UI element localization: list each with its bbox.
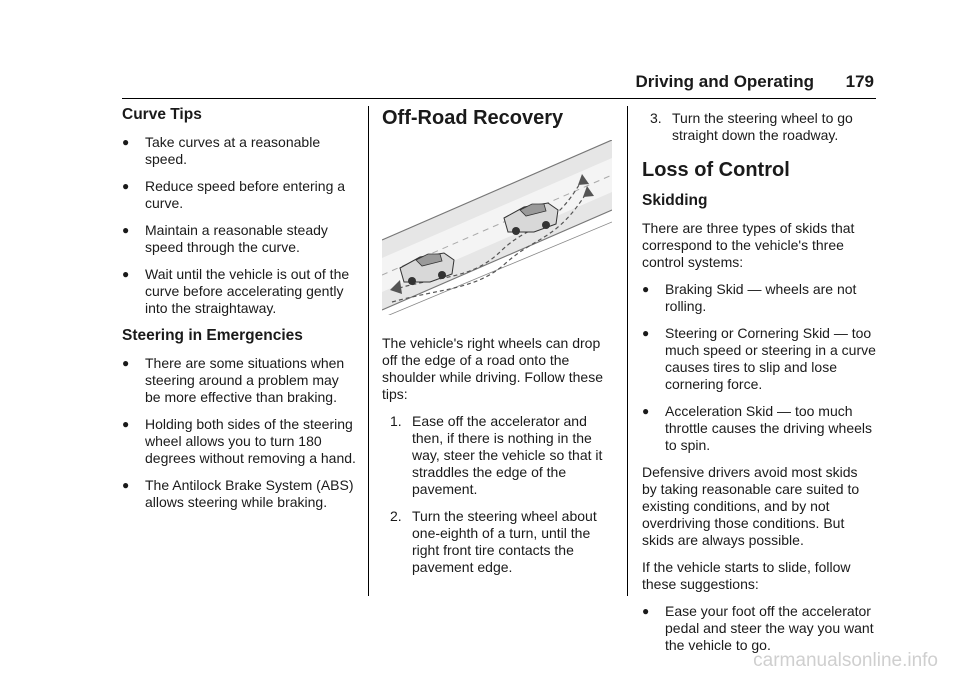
column-right	[642, 110, 876, 664]
page-number: 179	[845, 72, 874, 91]
list-item: ● The Antilock Brake System (ABS) allows steering while braking.	[122, 477, 354, 510]
list-item: ● Acceleration Skid — too much throttle causes the driving wheels to spin.	[642, 403, 872, 453]
offroad-heading: Off-Road Recovery	[382, 107, 564, 129]
slide-suggestion-paragraph: If the vehicle starts to slide, follow these suggestions:	[642, 559, 851, 592]
list-item: 3. Turn the steering wheel to go straight down the roadway.	[650, 110, 853, 143]
skidding-heading: Skidding	[642, 192, 708, 209]
bullet-icon: ●	[122, 417, 130, 431]
bullet-icon: ●	[122, 478, 130, 492]
column-left	[122, 106, 356, 521]
list-item: ● Wait until the vehicle is out of the curve before accelerating gently into the straightaway.	[122, 266, 350, 316]
bullet-icon: ●	[122, 267, 130, 281]
offroad-recovery-illustration	[382, 140, 612, 315]
bullet-icon: ●	[642, 326, 650, 340]
list-item: ● Reduce speed before entering a curve.	[122, 178, 346, 211]
watermark: carmanualsonline.info	[753, 650, 938, 671]
column-middle	[382, 106, 612, 586]
column-divider	[627, 106, 628, 596]
steering-emergencies-heading: Steering in Emergencies	[122, 327, 303, 344]
bullet-icon: ●	[122, 356, 130, 370]
list-item: ● Maintain a reasonable steady speed through the curve.	[122, 222, 328, 255]
curve-tips-heading: Curve Tips	[122, 106, 202, 123]
list-item: 1. Ease off the accelerator and then, if there is nothing in the way, steer the vehicle so that it straddles the edge of the pavement.	[390, 413, 603, 497]
list-item: ● Ease your foot off the accelerator pedal and steer the way you want the vehicle to go.	[642, 603, 874, 653]
list-item: ● Braking Skid — wheels are not rolling.	[642, 281, 857, 314]
loss-of-control-heading: Loss of Control	[642, 159, 790, 181]
list-item: ● Take curves at a reasonable speed.	[122, 134, 321, 167]
bullet-icon: ●	[122, 179, 130, 193]
bullet-icon: ●	[642, 604, 650, 618]
column-divider	[368, 106, 369, 596]
bullet-icon: ●	[642, 282, 650, 296]
list-item: ● There are some situations when steering around a problem may be more effective than braking.	[122, 355, 345, 405]
defensive-drivers-paragraph: Defensive drivers avoid most skids by taking reasonable care suited to existing conditions, and by not overdriving those conditions. But skids are always possible.	[642, 464, 860, 548]
bullet-icon: ●	[642, 404, 650, 418]
skidding-intro: There are three types of skids that correspond to the vehicle's three control systems:	[642, 220, 855, 270]
section-title: Driving and Operating	[635, 72, 814, 91]
list-item: ● Steering or Cornering Skid — too much speed or steering in a curve causes tires to slip and lose cornering force.	[642, 325, 876, 392]
list-item: 2. Turn the steering wheel about one-eighth of a turn, until the right front tire contacts the pavement edge.	[390, 508, 597, 575]
bullet-icon: ●	[122, 223, 130, 237]
offroad-intro: The vehicle's right wheels can drop off the edge of a road onto the shoulder while driving. Follow these tips:	[382, 335, 603, 402]
bullet-icon: ●	[122, 135, 130, 149]
page-header	[122, 72, 876, 99]
list-item: ● Holding both sides of the steering wheel allows you to turn 180 degrees without removing a hand.	[122, 416, 356, 466]
